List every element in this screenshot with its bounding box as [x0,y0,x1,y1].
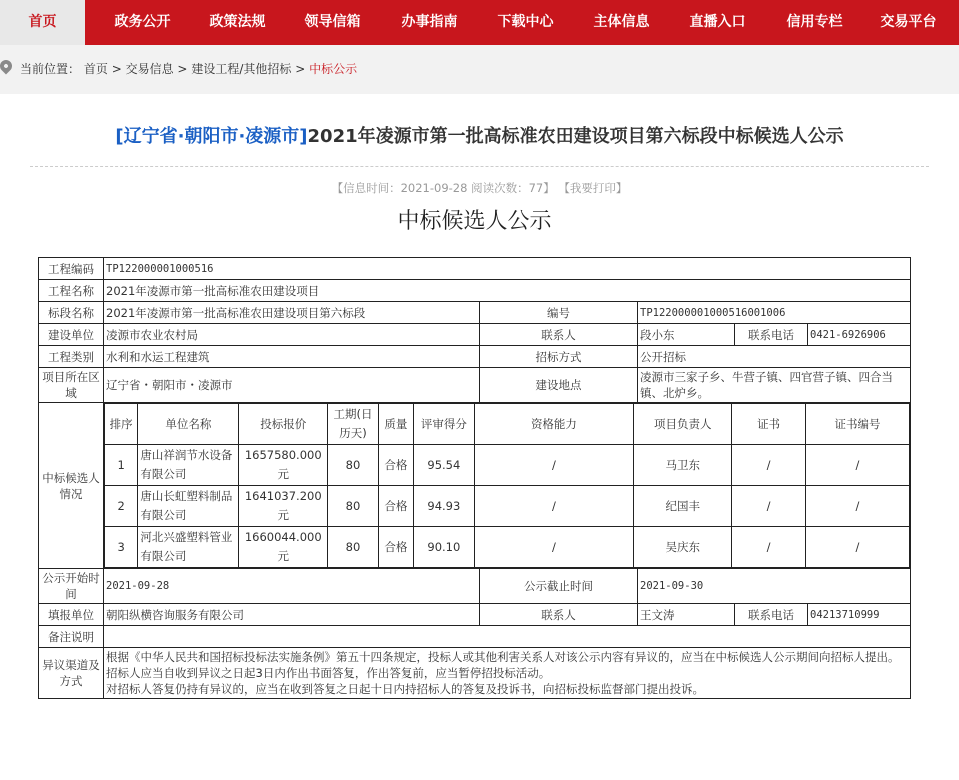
nav-trading-platform[interactable]: 交易平台 [880,14,937,30]
cell-rank: 1 [105,445,138,486]
article-panel [0,94,959,780]
cell-duration: 80 [328,445,379,486]
publicity-start-value: 2021-09-28 [104,569,480,604]
cell-certificate-no: / [805,527,909,568]
nav-download-center[interactable]: 下载中心 [497,14,554,30]
owner-label: 建设单位 [39,324,104,346]
cell-company: 河北兴盛塑料管业有限公司 [138,527,239,568]
site-value: 凌源市三家子乡、牛营子镇、四官营子镇、四合当镇、北炉乡。 [638,368,911,403]
cell-quality: 合格 [378,445,413,486]
objection-line-1: 根据《中华人民共和国招标投标法实施条例》第五十四条规定，投标人或其他利害关系人对该公示内容有异议的，应当在中标候选人公示期间向招标人提出。 [106,650,900,664]
cell-duration: 80 [328,527,379,568]
cell-manager: 吴庆东 [634,527,732,568]
header-manager: 项目负责人 [634,404,732,445]
header-quality: 质量 [378,404,413,445]
cell-rank: 2 [105,486,138,527]
project-type-value: 水利和水运工程建筑 [104,346,480,368]
site-label: 建设地点 [480,368,638,403]
region-label: 项目所在区域 [39,368,104,403]
filler-contact-value: 王文涛 [638,604,735,626]
header-duration: 工期(日历天) [328,404,379,445]
remark-value [104,626,911,648]
cell-certificate-no: / [805,445,909,486]
cell-certificate: / [732,445,806,486]
cell-quality: 合格 [378,486,413,527]
section-name-label: 标段名称 [39,302,104,324]
owner-phone-value: 0421-6926906 [808,324,911,346]
section-no-value: TP122000001000516001006 [638,302,911,324]
cell-bid-price: 1641037.200元 [239,486,328,527]
nav-home[interactable]: 首页 [0,0,85,45]
breadcrumb-trade-info[interactable]: 交易信息 [125,62,174,76]
candidates-cell [104,403,911,569]
tender-method-label: 招标方式 [480,346,638,368]
cell-certificate: / [732,527,806,568]
cell-bid-price: 1657580.000元 [239,445,328,486]
breadcrumb [20,55,357,83]
filler-label: 填报单位 [39,604,104,626]
breadcrumb-separator: > [177,62,188,76]
title-text: 2021年凌源市第一批高标准农田建设项目第六标段中标候选人公示 [307,126,844,147]
owner-phone-label: 联系电话 [735,324,808,346]
cell-manager: 纪国丰 [634,486,732,527]
nav-entity-info[interactable]: 主体信息 [593,14,650,30]
section-name-value: 2021年凌源市第一批高标准农田建设项目第六标段 [104,302,480,324]
meta-views: 阅读次数：77】 [471,181,555,195]
project-code-label: 工程编码 [39,258,104,280]
nav-policies[interactable]: 政策法规 [209,14,266,30]
meta-time: 【信息时间：2021-09-28 [331,181,468,195]
header-bid-price: 投标报价 [239,404,328,445]
nav-service-guide[interactable]: 办事指南 [401,14,458,30]
publicity-end-value: 2021-09-30 [638,569,911,604]
header-certificate-no: 证书编号 [805,404,909,445]
cell-company: 唐山祥润节水设备有限公司 [138,445,239,486]
cell-rank: 3 [105,527,138,568]
publicity-end-label: 公示截止时间 [480,569,638,604]
candidates-header-row [105,404,910,445]
title-region: [辽宁省·朝阳市·凌源市] [115,126,308,147]
breadcrumb-prefix: 当前位置： [20,62,81,76]
cell-score: 94.93 [414,486,475,527]
filler-value: 朝阳纵横咨询服务有限公司 [104,604,480,626]
nav-live-entry[interactable]: 直播入口 [689,14,746,30]
owner-value: 凌源市农业农村局 [104,324,480,346]
section-no-label: 编号 [480,302,638,324]
print-link[interactable]: 【我要打印】 [558,181,628,195]
cell-qualification: / [474,445,634,486]
project-type-label: 工程类别 [39,346,104,368]
table-row [105,527,910,568]
header-certificate: 证书 [732,404,806,445]
filler-contact-label: 联系人 [480,604,638,626]
cell-manager: 马卫东 [634,445,732,486]
table-row [105,486,910,527]
breadcrumb-current[interactable]: 中标公示 [309,62,358,76]
candidates-label: 中标候选人情况 [39,403,104,569]
breadcrumb-home[interactable]: 首页 [83,62,108,76]
objection-label: 异议渠道及方式 [39,648,104,699]
location-pin-icon [0,58,14,75]
tender-info-table [38,257,911,699]
owner-contact-value: 段小东 [638,324,735,346]
owner-contact-label: 联系人 [480,324,638,346]
cell-certificate-no: / [805,486,909,527]
filler-phone-label: 联系电话 [735,604,808,626]
article-meta [0,180,959,196]
filler-phone-value: 04213710999 [808,604,911,626]
objection-content [104,648,911,699]
objection-line-3: 对招标人答复仍持有异议的，应当在收到答复之日起十日内持招标人的答复及投诉书，向招标投标监督部门提出投诉。 [106,682,704,696]
publicity-start-label: 公示开始时间 [39,569,104,604]
project-name-value: 2021年凌源市第一批高标准农田建设项目 [104,280,911,302]
breadcrumb-separator: > [295,62,306,76]
header-qualification: 资格能力 [474,404,634,445]
header-score: 评审得分 [414,404,475,445]
breadcrumb-construction[interactable]: 建设工程/其他招标 [191,62,292,76]
candidates-table [104,403,910,568]
nav-leader-mailbox[interactable]: 领导信箱 [304,14,361,30]
top-nav-bar [0,0,959,45]
table-row [105,445,910,486]
cell-quality: 合格 [378,527,413,568]
cell-score: 95.54 [414,445,475,486]
project-name-label: 工程名称 [39,280,104,302]
remark-label: 备注说明 [39,626,104,648]
objection-line-2: 招标人应当自收到异议之日起3日内作出书面答复，作出答复前，应当暂停招投标活动。 [106,666,551,680]
cell-company: 唐山长虹塑料制品有限公司 [138,486,239,527]
breadcrumb-separator: > [111,62,122,76]
cell-qualification: / [474,486,634,527]
section-heading: 中标候选人公示 [397,209,552,234]
header-company: 单位名称 [138,404,239,445]
title-divider [30,166,929,167]
page-title [0,122,959,148]
header-rank: 排序 [105,404,138,445]
project-code-value: TP122000001000516 [104,258,911,280]
cell-score: 90.10 [414,527,475,568]
tender-method-value: 公开招标 [638,346,911,368]
cell-certificate: / [732,486,806,527]
cell-duration: 80 [328,486,379,527]
region-value: 辽宁省・朝阳市・凌源市 [104,368,480,403]
cell-bid-price: 1660044.000元 [239,527,328,568]
cell-qualification: / [474,527,634,568]
nav-government-affairs[interactable]: 政务公开 [114,14,171,30]
nav-credit-column[interactable]: 信用专栏 [786,14,843,30]
